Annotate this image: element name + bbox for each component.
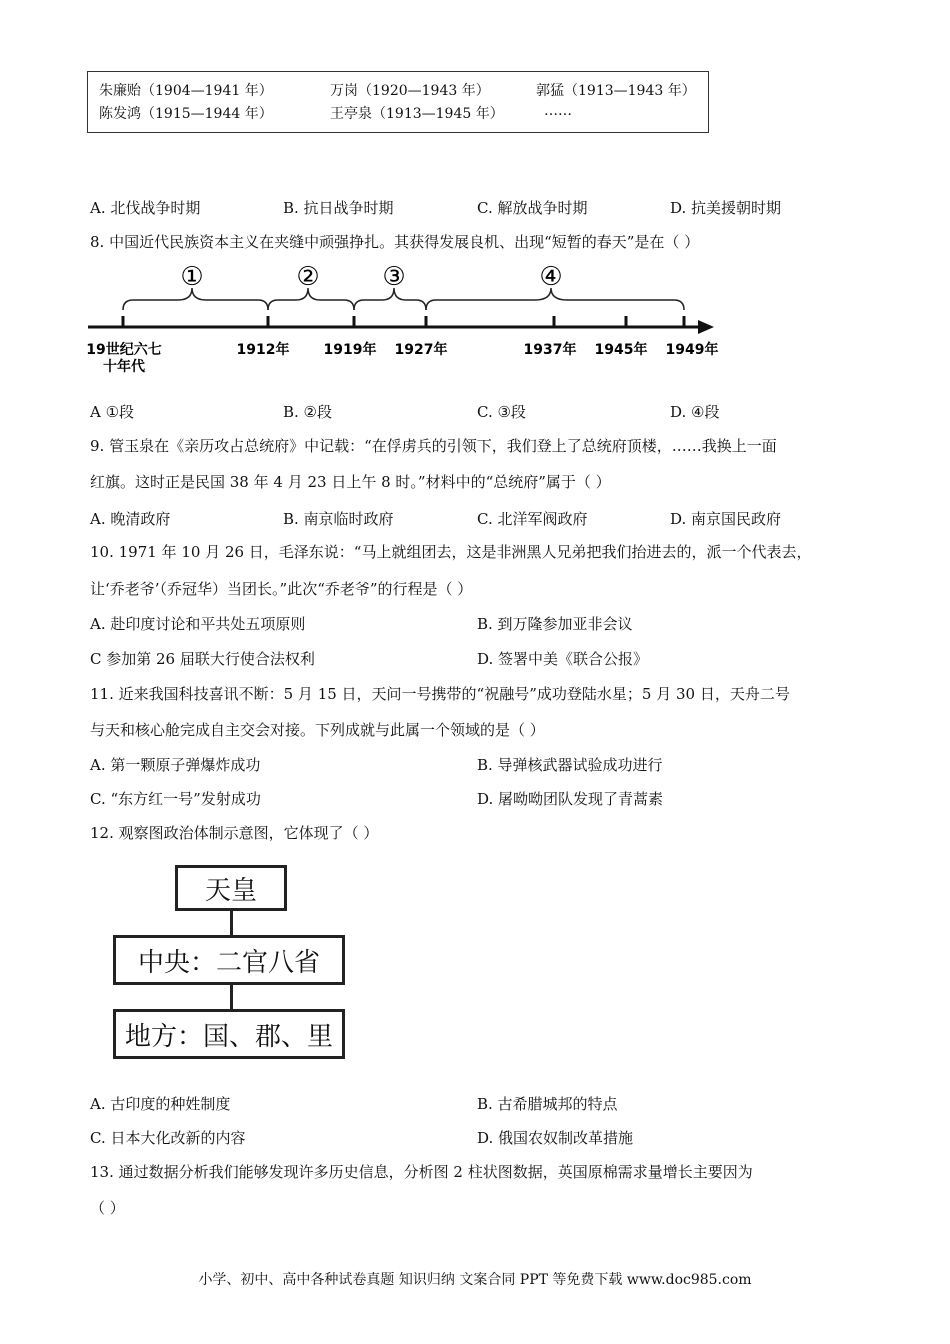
q10-option-a[interactable]: A. 赴印度讨论和平共处五项原则	[90, 615, 306, 633]
tick-label: 1945年	[594, 342, 648, 358]
q12-stem: 12. 观察图政治体制示意图，它体现了（ ）	[90, 824, 379, 842]
martyrs-name-box	[87, 71, 709, 133]
tick-label: 1937年	[523, 342, 577, 358]
q9-option-c[interactable]: C. 北洋军阀政府	[477, 510, 588, 528]
q9-option-d[interactable]: D. 南京国民政府	[670, 510, 782, 528]
name-cell: ……	[544, 103, 572, 119]
q12-option-a[interactable]: A. 古印度的种姓制度	[90, 1095, 231, 1113]
name-cell: 朱廉贻（1904—1941 年）	[99, 83, 273, 99]
q12-option-c[interactable]: C. 日本大化改新的内容	[90, 1129, 246, 1147]
q7-option-b[interactable]: B. 抗日战争时期	[283, 199, 394, 217]
q11-option-c[interactable]: C. “东方红一号”发射成功	[90, 790, 261, 808]
q10-stem-line1: 10. 1971 年 10 月 26 日，毛泽东说：“马上就组团去，这是非洲黑人兄弟把我们抬进去的，派一个代表去，	[90, 543, 812, 561]
tick-label: 十年代	[103, 359, 145, 375]
q11-stem-line2: 与天和核心舱完成自主交会对接。下列成就与此属一个领域的是（ ）	[90, 721, 545, 739]
q10-option-c[interactable]: C 参加第 26 届联大行使合法权利	[90, 650, 315, 668]
q10-option-d[interactable]: D. 签署中美《联合公报》	[477, 650, 649, 668]
diagram-box-emperor: 天皇	[175, 865, 287, 911]
q12-option-d[interactable]: D. 俄国农奴制改革措施	[477, 1129, 634, 1147]
segment-label-1: ①	[180, 262, 204, 292]
name-cell: 郭猛（1913—1943 年）	[536, 83, 696, 99]
tick-label: 1927年	[394, 342, 448, 358]
q10-stem-line2: 让‘乔老爷’（乔冠华）当团长。”此次“乔老爷”的行程是（ ）	[90, 580, 473, 598]
q9-option-b[interactable]: B. 南京临时政府	[283, 510, 394, 528]
q12-option-b[interactable]: B. 古希腊城邦的特点	[477, 1095, 618, 1113]
diagram-box-local: 地方：国、郡、里	[113, 1009, 345, 1059]
diagram-box-central: 中央：二官八省	[113, 935, 345, 985]
q11-option-a[interactable]: A. 第一颗原子弹爆炸成功	[90, 756, 261, 774]
q7-option-c[interactable]: C. 解放战争时期	[477, 199, 588, 217]
q9-stem-line2: 红旗。这时正是民国 38 年 4 月 23 日上午 8 时。”材料中的“总统府”属于（ ）	[90, 473, 611, 491]
name-cell: 陈发鸿（1915—1944 年）	[99, 106, 273, 122]
tick-label: 1949年	[665, 342, 719, 358]
q10-option-b[interactable]: B. 到万隆参加亚非会议	[477, 615, 633, 633]
q13-stem-line1: 13. 通过数据分析我们能够发现许多历史信息，分析图 2 柱状图数据，英国原棉需求量增长主要因为	[90, 1163, 753, 1181]
q11-option-d[interactable]: D. 屠呦呦团队发现了青蒿素	[477, 790, 664, 808]
tick-label: 1912年	[236, 342, 290, 358]
q11-stem-line1: 11. 近来我国科技喜讯不断：5 月 15 日，天问一号携带的“祝融号”成功登陆水星；5 月 30 日，天舟二号	[90, 685, 790, 703]
q11-option-b[interactable]: B. 导弹核武器试验成功进行	[477, 756, 663, 774]
q9-stem-line1: 9. 管玉泉在《亲历攻占总统府》中记载：“在俘虏兵的引领下，我们登上了总统府顶楼，……我换上一面	[90, 437, 777, 455]
page-footer: 小学、初中、高中各种试卷真题 知识归纳 文案合同 PPT 等免费下载 www.doc985.com	[198, 1272, 752, 1288]
q9-option-a[interactable]: A. 晚清政府	[90, 510, 171, 528]
diagram-connector	[230, 985, 233, 1010]
tick-label: 1919年	[323, 342, 377, 358]
name-cell: 王亭泉（1913—1945 年）	[330, 106, 504, 122]
segment-label-2: ②	[296, 262, 320, 292]
segment-label-3: ③	[382, 262, 406, 292]
q7-option-d[interactable]: D. 抗美援朝时期	[670, 199, 782, 217]
diagram-connector	[230, 911, 233, 936]
q13-stem-line2: （ ）	[90, 1199, 125, 1217]
segment-label-4: ④	[539, 262, 563, 292]
q7-option-a[interactable]: A. 北伐战争时期	[90, 199, 201, 217]
q8-option-a[interactable]: A ①段	[90, 403, 135, 421]
timeline-arrow	[698, 320, 714, 334]
q8-option-d[interactable]: D. ④段	[670, 403, 720, 421]
tick-label: 19世纪六七	[86, 342, 162, 358]
q8-stem: 8. 中国近代民族资本主义在夹缝中顽强挣扎。其获得发展良机、出现“短暂的春天”是在（ ）	[90, 233, 700, 251]
q8-option-c[interactable]: C. ③段	[477, 403, 526, 421]
timeline-diagram	[80, 258, 730, 378]
q8-option-b[interactable]: B. ②段	[283, 403, 333, 421]
name-cell: 万岗（1920—1943 年）	[330, 83, 490, 99]
